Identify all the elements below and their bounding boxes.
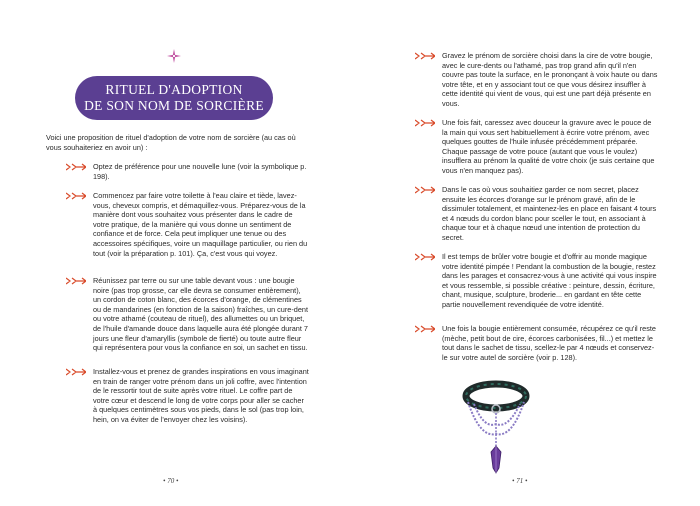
double-arrow-bullet-icon [415, 186, 435, 194]
list-item [93, 276, 309, 353]
double-arrow-bullet-icon [66, 277, 86, 285]
list-item-text: Dans le cas où vous souhaitiez garder ce nom secret, placez ensuite les écorces d'orange sur le prénom gravé, afin de le dissimuler totalement, et maintenez-les en place en faisant 4 tours et 4 nœuds du cordon blanc pour sceller le tout, en associant à chaque tour et à chaque nœud une intention de protection du secret. [442, 185, 657, 242]
chapter-title [75, 76, 273, 120]
title-line-1: RITUEL D'ADOPTION [105, 82, 243, 97]
double-arrow-bullet-icon [415, 52, 435, 60]
list-item [442, 118, 658, 176]
list-item [93, 367, 309, 425]
page-number: • 70 • [163, 477, 179, 485]
list-item [442, 51, 658, 109]
double-arrow-bullet-icon [415, 119, 435, 127]
list-item-text: Une fois la bougie entièrement consumée, récupérez ce qu'il reste (mèche, petit bout de cire, écorces carbonisées, fil...) et mettez le tout dans le sachet de tissu, scellez-le par 4 nœuds et conservez-le sur votre autel de sorcière (voir p. 128). [442, 324, 656, 362]
double-arrow-bullet-icon [66, 368, 86, 376]
list-item [442, 252, 658, 310]
list-item-text: Une fois fait, caressez avec douceur la gravure avec le pouce de la main qui vous sert habituellement à écrire votre prénom, avec quelques gouttes de l'huile infusée précédemment préparée. Chaque passage de votre pouce (autant que vous le voulez) insufflera au prénom la qualité de votre choix (je suis certaine que vous n'en manquez pas). [442, 118, 655, 175]
double-arrow-bullet-icon [66, 192, 86, 200]
intro-paragraph: Voici une proposition de rituel d'adoption de votre nom de sorcière (au cas où vous souhaiteriez en avoir un) : [46, 133, 296, 152]
double-arrow-bullet-icon [66, 163, 86, 171]
crystal-choker-illustration [454, 374, 542, 474]
list-item-text: Commencez par faire votre toilette à l'eau claire et tiède, lavez-vous, cheveux compris, et démaquillez-vous. Préparez-vous de la manière dont vous souhaitez vous présenter dans le cadre de votre pratique, de la manière qui vous donne un sentiment de confiance et de force. Cela peut impliquer une tenue ou des accessoires spécifiques, voire un maquillage particulier, ou rien du tout (voir la préparation p. 101). Ça, c'est vous qui voyez. [93, 191, 308, 258]
list-item-text: Réunissez par terre ou sur une table devant vous : une bougie noire (pas trop grosse, car elle devra se consumer entièrement), un cordon de coton blanc, des écorces d'orange, de clémentines ou de mandarines (en fonction de la saison) fraîches, un cure-dent ou votre athamé (couteau de rituel), des allumettes ou un briquet, de l'huile d'amande douce dans laquelle aura été plongée durant 7 jours une fleur d'amaryllis (symbole de fierté) ou toute autre fleur qui représentera pour vous la confiance en soi, un sachet en tissu. [93, 276, 308, 353]
list-item [442, 324, 658, 362]
list-item-text: Gravez le prénom de sorcière choisi dans la cire de votre bougie, avec le cure-dents ou l'athamé, pas trop grand afin qu'il n'en couvre pas toute la surface, en le prononçant à voix haute ou dans votre tête, et en y associant tout ce que vous désirez insuffler à cette identité qui vient de vous, qui est une part déjà présente en vous. [442, 51, 658, 108]
list-item [93, 162, 309, 181]
page-number: • 71 • [512, 477, 528, 485]
list-item-text: Optez de préférence pour une nouvelle lune (voir la symbolique p. 198). [93, 162, 307, 181]
list-item [442, 185, 658, 243]
sparkle-star-icon [167, 49, 181, 63]
list-item-text: Installez-vous et prenez de grandes inspirations en vous imaginant en train de ranger votre prénom dans un joli coffre, avec l'intention de le ressortir tout de suite après votre rituel. Le coffre part de votre cœur et descend le long de votre corps pour aller se cacher à quelques centimètres sous vos pieds, dans le sol (pas trop loin, hein, on va éviter de l'envoyer chez les voisins). [93, 367, 309, 424]
list-item [93, 191, 309, 258]
double-arrow-bullet-icon [415, 253, 435, 261]
title-line-2: DE SON NOM DE SORCIÈRE [84, 98, 264, 113]
list-item-text: Il est temps de brûler votre bougie et d'offrir au monde magique votre identité pimpée ! Pendant la combustion de la bougie, restez dans les parages et consacrez-vous à une activité qui vous inspire et vous ressemble, si possible créative : peinture, dessin, écriture, chant, musique, sculpture, broderie... en gardant en tête cette partie nouvellement revendiquée de votre identité. [442, 252, 657, 309]
double-arrow-bullet-icon [415, 325, 435, 333]
